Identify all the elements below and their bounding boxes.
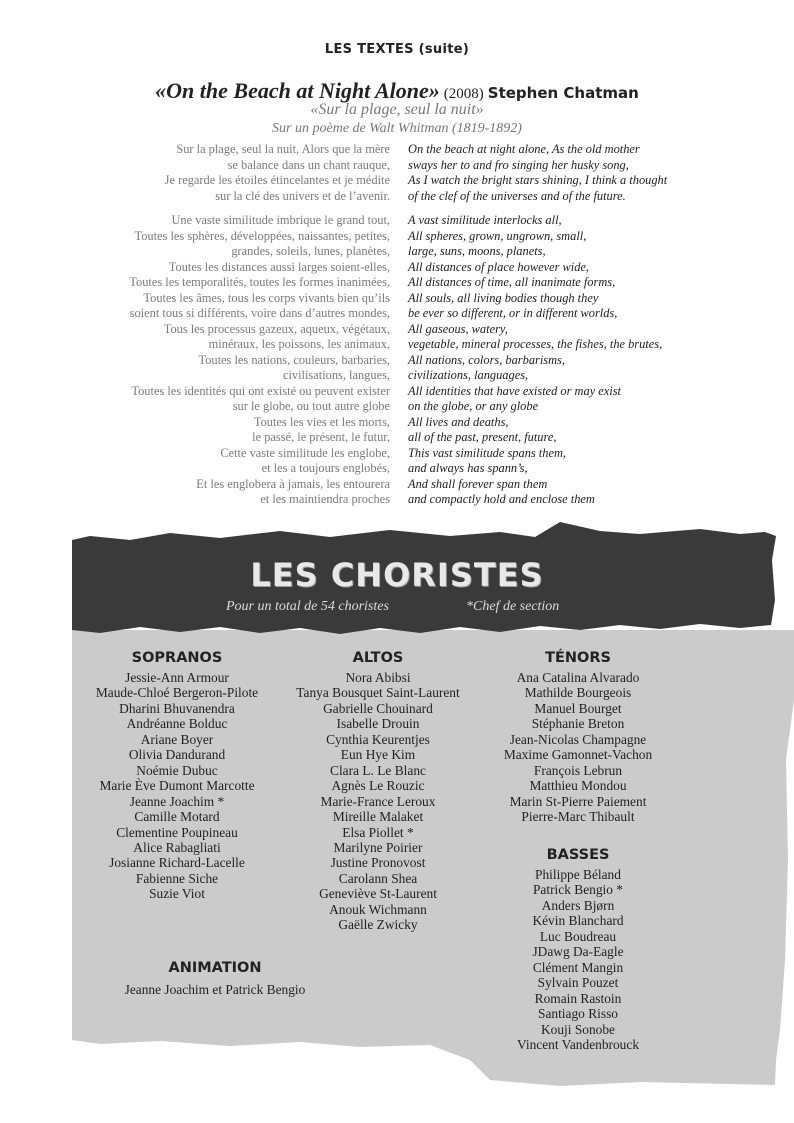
tenors-member: Ana Catalina Alvarado xyxy=(516,670,640,685)
tenors-member: Jean-Nicolas Champagne xyxy=(509,731,647,747)
poem-line: soient tous si différents, voire dans d’autres mondes, xyxy=(129,306,390,320)
animation-heading: ANIMATION xyxy=(168,960,262,976)
poem-line: le passé, le présent, le futur, xyxy=(252,430,390,444)
basses-section xyxy=(478,847,678,1052)
basses-member: JDawg Da-Eagle xyxy=(532,944,624,960)
altos-member: Justine Pronovost xyxy=(330,855,426,871)
basses-member: Patrick Bengio * xyxy=(532,882,623,898)
altos-list xyxy=(268,670,488,933)
poem-line: civilisations, langues, xyxy=(282,368,390,382)
basses-member: Vincent Vandenbrouck xyxy=(516,1036,640,1052)
choristes-title: LES CHORISTES xyxy=(250,556,544,594)
tenors-member: Stéphanie Breton xyxy=(531,716,625,732)
basses-member: Santiago Risso xyxy=(538,1006,618,1022)
sopranos-heading: SOPRANOS xyxy=(131,650,223,666)
sopranos-member: Clementine Poupineau xyxy=(116,824,238,840)
chef-note: *Chef de section xyxy=(466,599,560,614)
sopranos-member: Jeanne Joachim * xyxy=(129,793,225,809)
basses-member: Anders Bjørn xyxy=(541,897,615,913)
altos-heading: ALTOS xyxy=(352,650,404,666)
altos-section xyxy=(268,650,488,933)
altos-member: Gabrielle Chouinard xyxy=(323,700,433,716)
poem-line: grandes, soleils, lunes, planètes, xyxy=(231,244,390,258)
poem-line: Tous les processus gazeux, aqueux, végétaux, xyxy=(163,321,390,336)
poem-line: All distances of place however wide, xyxy=(408,259,590,274)
animation-section xyxy=(90,960,340,998)
basses-heading: BASSES xyxy=(546,847,610,863)
poem-line: Toutes les sphères, développées, naissantes, petites, xyxy=(134,228,390,243)
sopranos-section xyxy=(72,650,282,902)
poem-line: Toutes les nations, couleurs, barbaries, xyxy=(198,352,390,367)
altos-member: Carolann Shea xyxy=(338,870,418,886)
tenors-member: François Lebrun xyxy=(533,762,623,778)
sopranos-member: Alice Rabagliati xyxy=(133,839,221,855)
altos-member: Geneviève St-Laurent xyxy=(319,886,437,902)
basses-member: Romain Rastoin xyxy=(534,990,622,1006)
sopranos-member: Camille Motard xyxy=(134,809,220,825)
altos-member: Elsa Piollet * xyxy=(342,824,414,840)
altos-member: Cynthia Keurentjes xyxy=(326,731,430,747)
altos-member: Nora Abibsi xyxy=(345,670,411,685)
altos-member: Isabelle Drouin xyxy=(336,716,420,732)
poem-line: and always has spann’s, xyxy=(408,461,528,475)
poem-line: A vast similitude interlocks all, xyxy=(408,213,562,227)
sopranos-member: Josianne Richard-Lacelle xyxy=(109,855,245,871)
english-stanza-2 xyxy=(408,213,768,508)
altos-member: Agnès Le Rouzic xyxy=(331,778,425,794)
poem-line: And shall forever span them xyxy=(408,476,548,491)
english-stanza-1 xyxy=(408,142,768,204)
poem-line: Une vaste similitude imbrique le grand tout, xyxy=(171,213,390,227)
poem-line: all of the past, present, future, xyxy=(408,430,557,444)
piece-french-title: «Sur la plage, seul la nuit» xyxy=(310,101,484,118)
sopranos-member: Fabienne Siche xyxy=(135,870,219,886)
poem-line: of the clef of the universes and of the future. xyxy=(408,188,626,203)
poem-line: Je regarde les étoiles étincelantes et je médite xyxy=(164,173,390,187)
sopranos-member: Noémie Dubuc xyxy=(136,762,218,778)
basses-member: Kouji Sonobe xyxy=(540,1021,616,1037)
poem-line: All lives and deaths, xyxy=(408,414,509,429)
poem-line: Et les englobera à jamais, les entourera xyxy=(196,476,390,491)
poem-line: se balance dans un chant rauque, xyxy=(227,157,390,172)
choristes-total: Pour un total de 54 choristes xyxy=(226,599,389,614)
poem-line: Cette vaste similitude les englobe, xyxy=(220,445,390,460)
poem-line: sways her to and fro singing her husky song, xyxy=(408,157,629,172)
poem-line: All distances of time, all inanimate forms, xyxy=(408,275,616,289)
animation-names: Jeanne Joachim et Patrick Bengio xyxy=(124,982,306,997)
sopranos-member: Maude-Chloé Bergeron-Pilote xyxy=(95,685,259,701)
poem-line: sur le globe, ou tout autre globe xyxy=(232,399,390,413)
sopranos-member: Dharini Bhuvanendra xyxy=(119,700,235,716)
altos-member: Mireille Malaket xyxy=(332,809,424,825)
altos-member: Clara L. Le Blanc xyxy=(330,762,426,778)
altos-member: Marie-France Leroux xyxy=(320,793,436,809)
poem-line: All identities that have existed or may exist xyxy=(408,383,621,398)
poem-line: All spheres, grown, ungrown, small, xyxy=(408,228,587,243)
poem-line: and compactly hold and enclose them xyxy=(408,492,595,506)
poem-source: Sur un poème de Walt Whitman (1819-1892) xyxy=(272,121,522,136)
basses-member: Philippe Béland xyxy=(535,867,621,882)
poem-line: All nations, colors, barbarisms, xyxy=(408,352,565,367)
poem-line: All gaseous, watery, xyxy=(408,321,508,336)
altos-member: Eun Hye Kim xyxy=(340,747,416,763)
sopranos-member: Marie Ève Dumont Marcotte xyxy=(99,778,255,794)
poem-line: Toutes les distances aussi larges soient-elles, xyxy=(168,259,390,274)
tenors-member: Manuel Bourget xyxy=(534,700,622,716)
sopranos-list xyxy=(72,670,282,902)
basses-list xyxy=(478,867,678,1052)
basses-member: Luc Boudreau xyxy=(539,928,617,944)
sopranos-member: Jessie-Ann Armour xyxy=(125,670,229,685)
poem-line: All souls, all living bodies though they xyxy=(408,290,599,305)
french-stanza-1 xyxy=(60,142,390,204)
sopranos-member: Suzie Viot xyxy=(149,886,205,902)
poem-line: vegetable, mineral processes, the fishes, the brutes, xyxy=(408,337,663,351)
poem-line: Sur la plage, seul la nuit, Alors que la mère xyxy=(176,142,390,156)
poem-line: Toutes les âmes, tous les corps vivants bien qu’ils xyxy=(143,290,390,305)
sopranos-member: Andréanne Bolduc xyxy=(126,716,228,732)
tenors-member: Mathilde Bourgeois xyxy=(524,685,632,701)
french-stanza-2 xyxy=(60,213,390,508)
sopranos-member: Ariane Boyer xyxy=(140,731,214,747)
piece-composer: Stephen Chatman xyxy=(487,84,639,102)
poem-line: civilizations, languages, xyxy=(408,368,529,382)
altos-member: Tanya Bousquet Saint-Laurent xyxy=(296,685,460,701)
altos-member: Gaëlle Zwicky xyxy=(338,917,418,933)
poem-line: This vast similitude spans them, xyxy=(408,445,566,460)
tenors-member: Maxime Gamonnet-Vachon xyxy=(503,747,653,763)
basses-member: Kévin Blanchard xyxy=(532,913,624,929)
poem-line: on the globe, or any globe xyxy=(408,399,539,413)
basses-member: Sylvain Pouzet xyxy=(537,975,619,991)
altos-member: Marilyne Poirier xyxy=(333,839,423,855)
poem-line: Toutes les vies et les morts, xyxy=(253,414,390,429)
tenors-member: Matthieu Mondou xyxy=(529,778,627,794)
basses-member: Clément Mangin xyxy=(532,959,624,975)
poem-line: large, suns, moons, planets, xyxy=(408,244,546,258)
tenors-member: Pierre-Marc Thibault xyxy=(521,809,635,825)
altos-member: Anouk Wichmann xyxy=(329,901,427,917)
sopranos-member: Olivia Dandurand xyxy=(128,747,226,763)
tenors-section xyxy=(478,650,678,825)
poem-line: Toutes les temporalités, toutes les formes inanimées, xyxy=(129,275,390,289)
poem-line: et les maintiendra proches xyxy=(260,492,390,506)
poem-line: et les a toujours englobés, xyxy=(261,461,390,475)
poem-line: As I watch the bright stars shining, I think a thought xyxy=(408,173,668,187)
piece-year: (2008) xyxy=(443,86,484,102)
tenors-list xyxy=(478,670,678,825)
poem-line: On the beach at night alone, As the old mother xyxy=(408,142,640,156)
section-heading: LES TEXTES (suite) xyxy=(324,42,470,57)
poem-line: Toutes les identités qui ont existé ou peuvent exister xyxy=(131,383,390,398)
tenors-heading: TÉNORS xyxy=(545,650,611,666)
poem-line: be ever so different, or in different worlds, xyxy=(408,306,618,320)
poem-line: sur la clé des univers et de l’avenir. xyxy=(215,188,390,203)
poem-line: minéraux, les poissons, les animaux, xyxy=(208,337,390,351)
tenors-member: Marin St-Pierre Paiement xyxy=(509,793,647,809)
piece-title: «On the Beach at Night Alone» xyxy=(155,78,440,103)
